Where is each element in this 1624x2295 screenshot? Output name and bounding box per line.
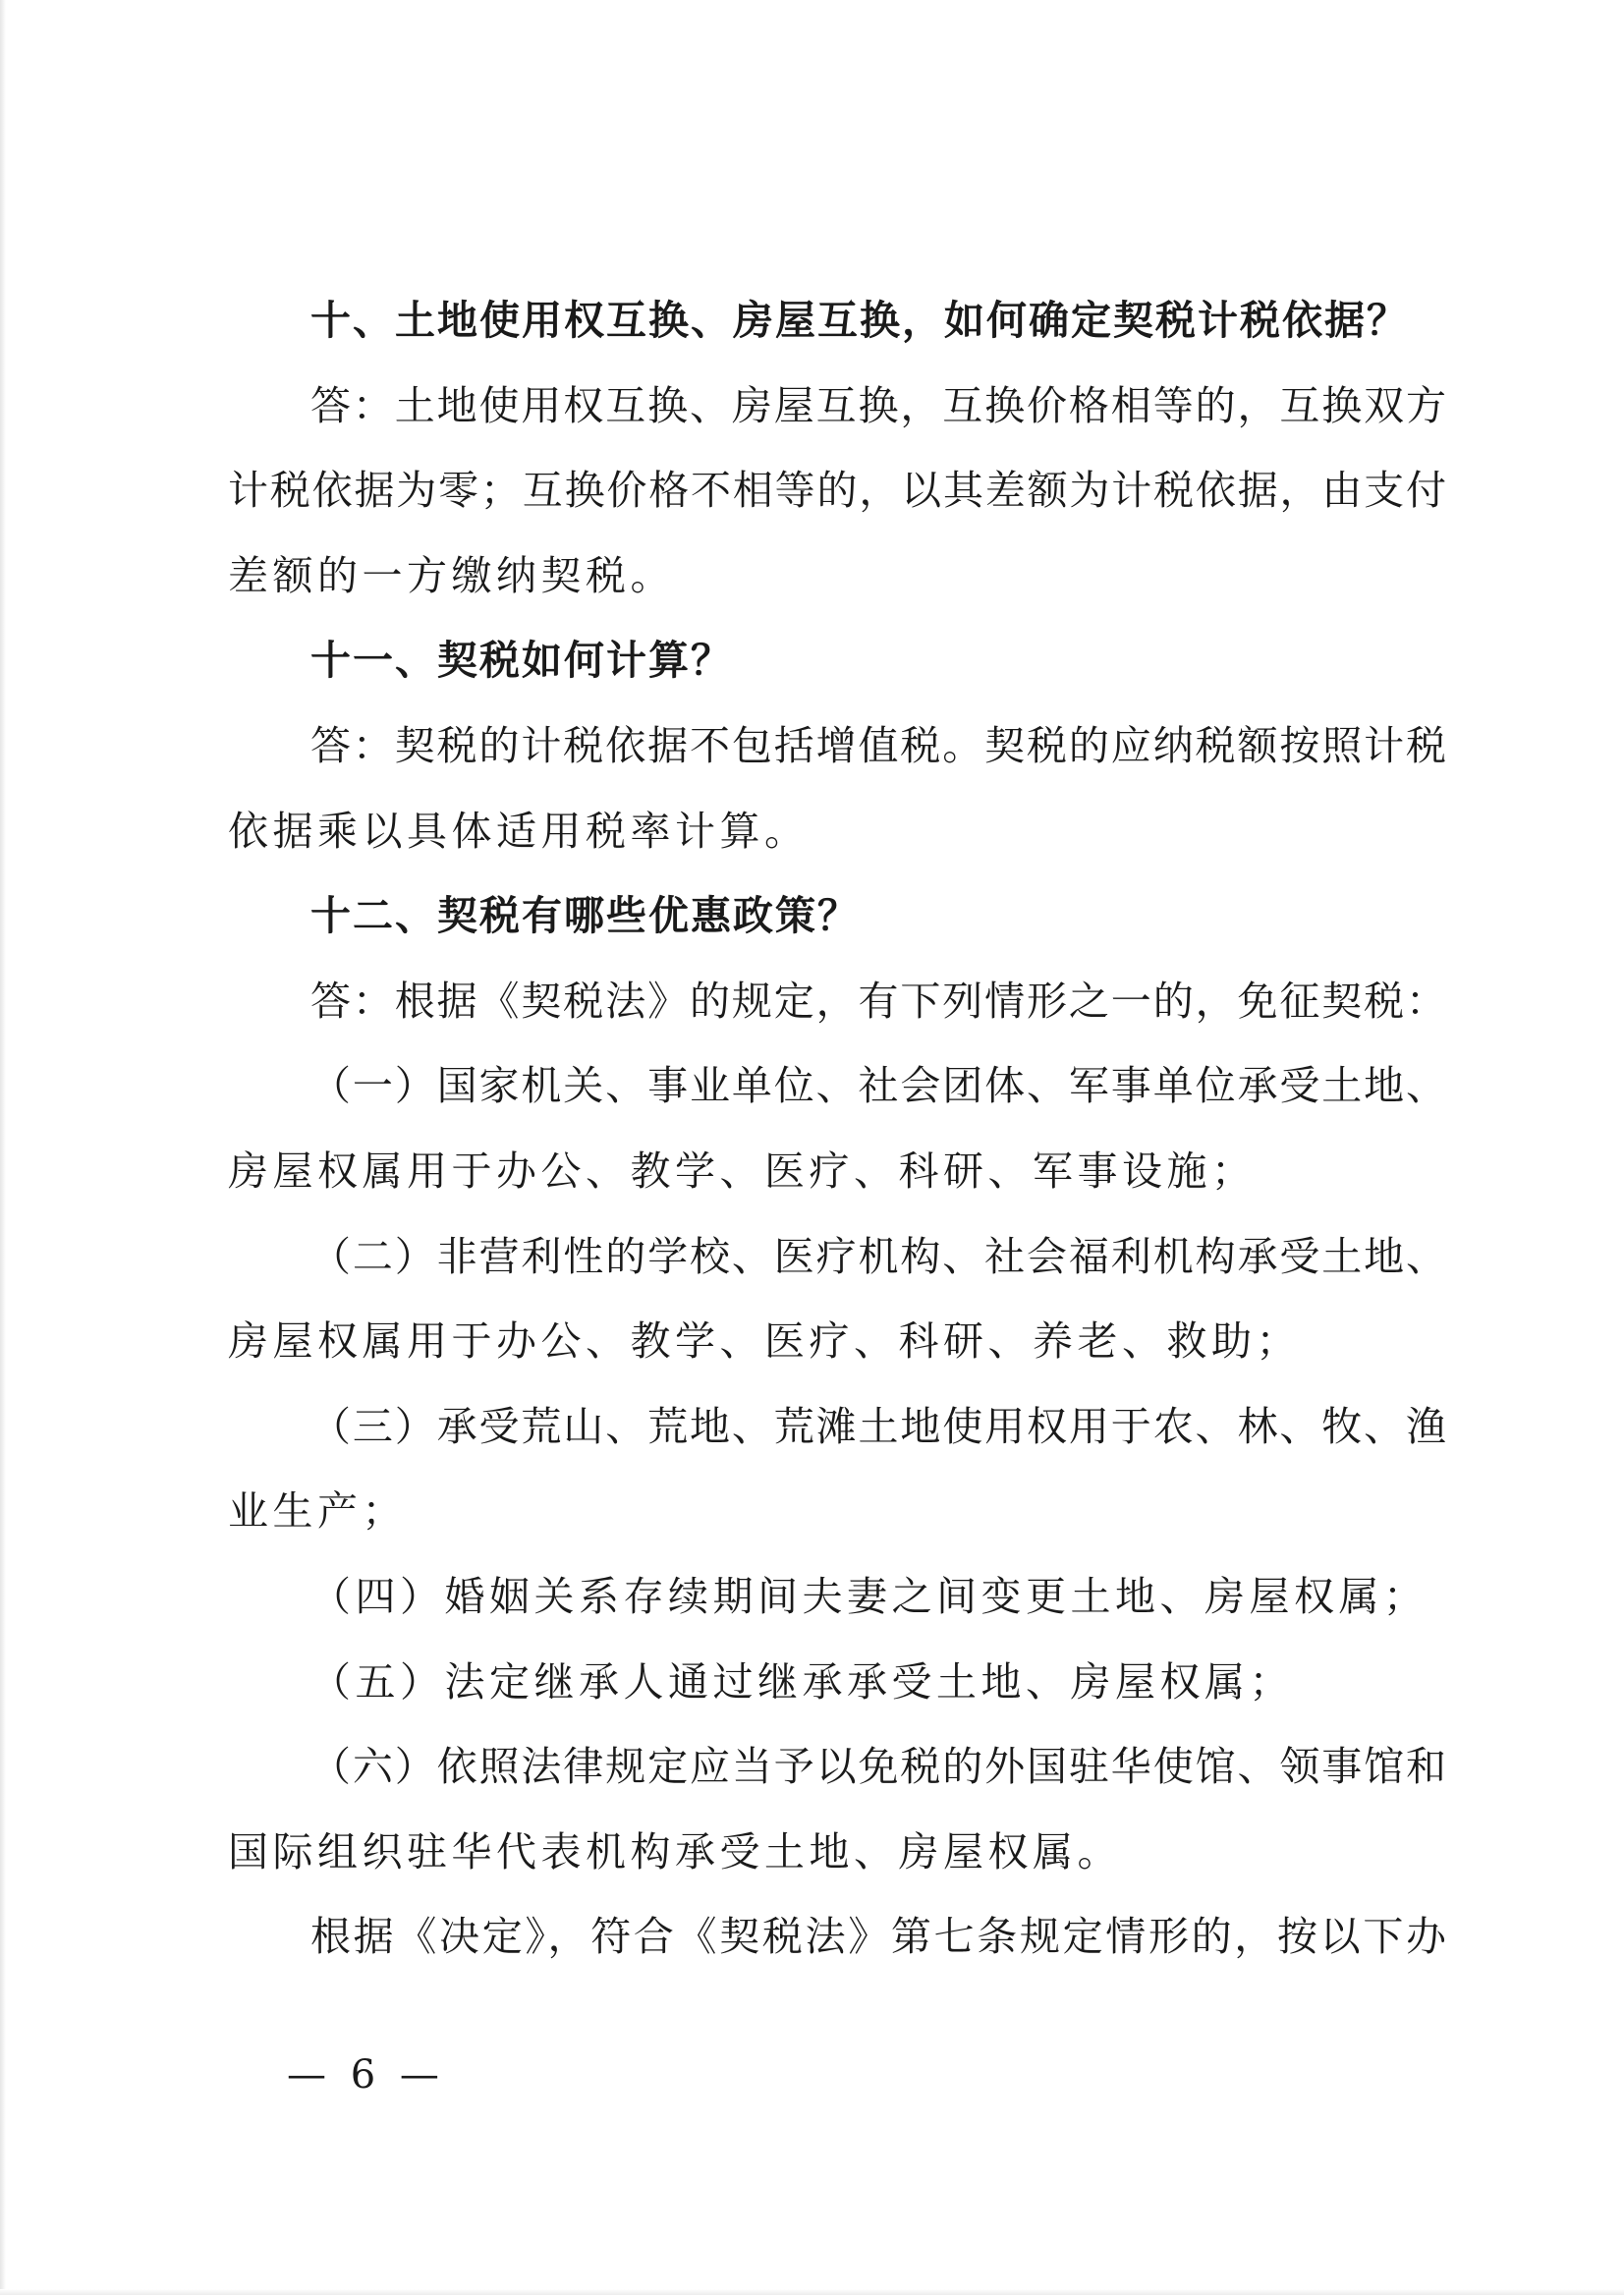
section-heading-10: 十、土地使用权互换、房屋互换，如何确定契税计税依据？ xyxy=(310,297,1409,344)
scan-left-edge xyxy=(0,0,6,2295)
paragraph-line: 计税依据为零；互换价格不相等的，以其差额为计税依据，由支付 xyxy=(228,467,1446,515)
list-item-3: （三）承受荒山、荒地、荒滩土地使用权用于农、林、牧、渔 xyxy=(310,1402,1446,1450)
paragraph-line: 答：根据《契税法》的规定，有下列情形之一的，免征契税： xyxy=(310,977,1446,1025)
paragraph-line: 答：土地使用权互换、房屋互换，互换价格相等的，互换双方 xyxy=(310,381,1446,429)
list-item-6: （六）依照法律规定应当予以免税的外国驻华使馆、领事馆和 xyxy=(310,1743,1446,1791)
page-number: — 6 — xyxy=(287,2052,445,2098)
list-item-2: （二）非营利性的学校、医疗机构、社会福利机构承受土地、 xyxy=(310,1232,1446,1280)
paragraph-line: 国际组织驻华代表机构承受土地、房屋权属。 xyxy=(228,1827,1122,1875)
paragraph-line: 依据乘以具体适用税率计算。 xyxy=(228,807,810,855)
paragraph-line: 差额的一方缴纳契税。 xyxy=(228,551,675,599)
list-item-5: （五）法定继承人通过继承承受土地、房屋权属； xyxy=(310,1657,1294,1706)
paragraph-line: 房屋权属用于办公、教学、医疗、科研、养老、救助； xyxy=(228,1317,1301,1366)
paragraph-line: 业生产； xyxy=(228,1487,407,1536)
paragraph-line: 答：契税的计税依据不包括增值税。契税的应纳税额按照计税 xyxy=(310,721,1446,769)
section-heading-11: 十一、契税如何计算？ xyxy=(310,637,733,685)
list-item-1: （一）国家机关、事业单位、社会团体、军事单位承受土地、 xyxy=(310,1062,1446,1110)
scan-bottom-edge xyxy=(0,2289,1624,2295)
list-item-4: （四）婚姻关系存续期间夫妻之间变更土地、房屋权属； xyxy=(310,1572,1428,1620)
paragraph-line: 根据《决定》，符合《契税法》第七条规定情形的，按以下办 xyxy=(310,1913,1446,1961)
section-heading-12: 十二、契税有哪些优惠政策？ xyxy=(310,892,860,940)
document-body xyxy=(228,278,1446,1980)
paragraph-line: 房屋权属用于办公、教学、医疗、科研、军事设施； xyxy=(228,1147,1257,1195)
